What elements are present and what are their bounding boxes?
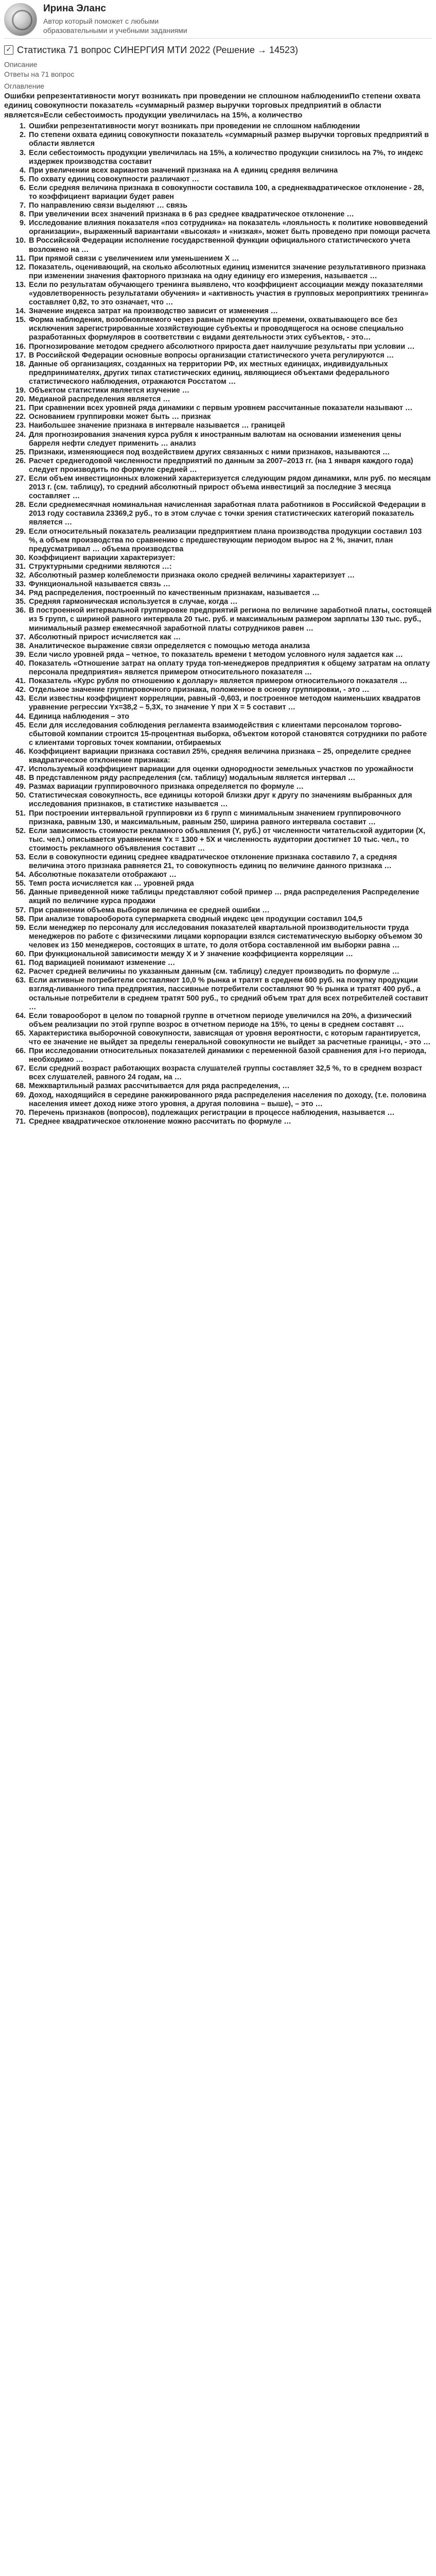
lead-paragraph: Ошибки репрезентативности могут возникать при проведении не сплошном наблюденииПо степени охвата единиц совокупности показатель «суммарный размер выручки торговых предприятий в области является»Если себестоимость продукции увеличилась на 15%, а количество bbox=[4, 92, 421, 120]
question-item: 65. Характеристика выборочной совокупности, зависящая от уровня вероятности, с которым гарантируется, что ее значение не выйдет за пределы генеральной совокупности не выйдет за расчетные границы, - это … bbox=[28, 1029, 432, 1047]
question-item: 44. Единица наблюдения – это bbox=[28, 713, 432, 721]
question-item: 23. Наибольшее значение признака в интервале называется … границей bbox=[28, 421, 432, 430]
author-name[interactable]: Ирина Эланс bbox=[43, 3, 106, 14]
title-row bbox=[4, 44, 432, 56]
question-item: 37. Абсолютный прирост исчисляется как … bbox=[28, 633, 432, 642]
author-description: Автор который поможет с любыми образовательными и учебными заданиями bbox=[43, 17, 187, 35]
question-item: 68. Межквартильный размах рассчитывается для ряда распределения, … bbox=[28, 1082, 432, 1091]
question-item: 12. Показатель, оценивающий, на сколько абсолютных единиц изменится значение результативного признака при изменении значения факторного признака на одну единицу его измерения, называется … bbox=[28, 263, 432, 281]
author-avatar[interactable] bbox=[4, 3, 37, 36]
question-item: 7. По направлению связи выделяют … связь bbox=[28, 201, 432, 210]
question-item: 71. Среднее квадратическое отклонение можно рассчитать по формуле … bbox=[28, 1117, 432, 1126]
question-item: 25. Признаки, изменяющиеся под воздействием других связанных с ними признаков, называются … bbox=[28, 448, 432, 457]
document-title: Статистика 71 вопрос СИНЕРГИЯ МТИ 2022 (Решение → 14523) bbox=[17, 44, 299, 55]
question-item: 2. По степени охвата единиц совокупности показатель «суммарный размер выручки торговых предприятий в области является bbox=[28, 131, 432, 148]
question-item: 8. При увеличении всех значений признака в 6 раз среднее квадратическое отклонение … bbox=[28, 210, 432, 219]
question-item: 17. В Российской Федерации основные вопросы организации статистического учета регулируются … bbox=[28, 351, 432, 360]
question-item: 39. Если число уровней ряда – четное, то показатель времени t методом условного нуля задается как … bbox=[28, 651, 432, 659]
description-label: Описание bbox=[4, 60, 38, 69]
question-item: 38. Аналитическое выражение связи определяется с помощью метода анализа bbox=[28, 642, 432, 651]
question-item: 46. Коэффициент вариации признака составил 25%, средняя величина признака – 25, определите среднее квадратическое отклонение признака: bbox=[28, 748, 432, 765]
question-list bbox=[4, 122, 432, 1126]
question-item: 70. Перечень признаков (вопросов), подлежащих регистрации в процессе наблюдения, называется … bbox=[28, 1109, 432, 1117]
question-item: 49. Размах вариации группировочного признака определяется по формуле … bbox=[28, 783, 432, 791]
question-item: 67. Если средний возраст работающих возраста слушателей группы составляет 32,5 %, то в среднем возраст всех слушателей, равного 24 годам, на … bbox=[28, 1064, 432, 1082]
question-item: 57. При сравнении объема выборки величина ее средней ошибки … bbox=[28, 906, 432, 915]
toc-label: Оглавление bbox=[4, 82, 45, 90]
question-item: 13. Если по результатам обучающего тренинга выявлено, что коэффициент ассоциации между показателями «удовлетворенность результатами обучения» и «активность участия в групповых мероприятиях тренинга» составляет 0,82, то это означает, что … bbox=[28, 281, 432, 307]
question-item: 5. По охвату единиц совокупности различают … bbox=[28, 175, 432, 184]
question-item: 53. Если в совокупности единиц среднее квадратическое отклонение признака составило 7, а средняя величина этого признака равняется 21, то совокупность единиц по величине данного признака … bbox=[28, 853, 432, 871]
checkbox-check-icon: ✓ bbox=[4, 45, 13, 55]
question-item: 64. Если товарооборот в целом по товарной группе в отчетном периоде увеличился на 20%, а физический объем реализации по этой группе возрос в отчетном периоде на 15%, то цены в среднем составят … bbox=[28, 1012, 432, 1029]
question-item: 10. В Российской Федерации исполнение государственной функции официального статистического учета возложено на … bbox=[28, 236, 432, 254]
question-item: 48. В представленном ряду распределения (см. таблицу) модальным является интервал … bbox=[28, 774, 432, 783]
question-item: 35. Средняя гармоническая используется в случае, когда … bbox=[28, 598, 432, 606]
question-item: 22. Основанием группировки может быть … признак bbox=[28, 413, 432, 421]
question-item: 20. Медианой распределения является … bbox=[28, 395, 432, 404]
question-item: 61. Под вариацией понимают изменение … bbox=[28, 959, 432, 968]
question-item: 32. Абсолютный размер колеблемости признака около средней величины характеризует … bbox=[28, 571, 432, 580]
question-item: 16. Прогнозирование методом среднего абсолютного прироста дает наилучшие результаты при условии … bbox=[28, 343, 432, 351]
question-item: 42. Отдельное значение группировочного признака, положенное в основу группировки, - это … bbox=[28, 686, 432, 694]
question-item: 52. Если зависимость стоимости рекламного объявления (Y, руб.) от численности читательской аудитории (Х, тыс. чел.) описывается уравнением Yx = 1300 + 5X и численность аудитории достигнет 10 тыс. чел., то стоимость рекламного объявления составит … bbox=[28, 827, 432, 853]
question-item: 51. При построении интервальной группировки из 6 групп с минимальным значением группировочного признака, равным 130, и максимальным, равным 250, ширина равного интервала составит … bbox=[28, 809, 432, 827]
question-item: 3. Если себестоимость продукции увеличилась на 15%, а количество продукции снизилось на 7%, то индекс издержек производства составит bbox=[28, 149, 432, 166]
page bbox=[0, 0, 436, 1126]
question-item: 14. Значение индекса затрат на производство зависит от изменения … bbox=[28, 307, 432, 316]
question-item: 55. Темп роста исчисляется как … уровней ряда bbox=[28, 879, 432, 888]
question-item: 56. Данные приведенной ниже таблицы представляют собой пример … ряда распределения Распределение акций по величине курса продажи bbox=[28, 888, 432, 906]
question-item: 18. Данные об организациях, созданных на территории РФ, их местных единицах, индивидуальных предпринимателях, других типах статистических единиц, являющиеся объектами федерального статистического наблюдения, отражаются Росстатом … bbox=[28, 360, 432, 386]
question-item: 27. Если объем инвестиционных вложений характеризуется следующим рядом динамики, млн руб. по месяцам 2013 г. (см. таблицу), то средний абсолютный прирост объема инвестиций за последние 3 месяца составляет … bbox=[28, 474, 432, 501]
author-info bbox=[43, 3, 198, 35]
question-item: 15. Форма наблюдения, возобновляемого через равные промежутки времени, охватывающего все без исключения зарегистрированные хозяйствующие субъекты и проводящегося на основе специально разработанных формуляров в соответствии с видами деятельности этих субъектов, - это… bbox=[28, 316, 432, 342]
question-item: 66. При исследовании относительных показателей динамики с переменной базой сравнения для i-го периода, необходимо … bbox=[28, 1047, 432, 1064]
question-item: 43. Если известны коэффициент корреляции, равный -0,603, и построенное методом наименьших квадратов уравнение регрессии Yх=38,2 – 5,3Х, то значение Y при Х = 5 составит … bbox=[28, 694, 432, 712]
question-item: 26. Расчет среднегодовой численности предприятий по данным за 2007–2013 гг. (на 1 января каждого года) следует производить по формуле средней … bbox=[28, 457, 432, 474]
question-item: 54. Абсолютные показатели отображают … bbox=[28, 871, 432, 879]
question-item: 36. В построенной интервальной группировке предприятий региона по величине заработной платы, состоящей из 5 групп, с шириной равного интервала 20 тыс. руб. и максимальным размером зарплаты 130 тыс. руб., минимальный размер ежемесячной заработной платы сотрудников равен … bbox=[28, 606, 432, 633]
question-item: 45. Если для исследования соблюдения регламента взаимодействия с клиентами персоналом торгово-сбытовой компании строится 15-процентная выборка, объектом которой становятся сотрудники по работе с клиентами торговых точек компании, отбираемых bbox=[28, 721, 432, 748]
question-item: 69. Доход, находящийся в середине ранжированного ряда распределения населения по доходу, (т.е. половина населения имеет доход ниже этого уровня, а другая половина – выше), – это … bbox=[28, 1091, 432, 1109]
question-item: 60. При функциональной зависимости между Х и У значение коэффициента корреляции … bbox=[28, 950, 432, 959]
question-item: 50. Статистическая совокупность, все единицы которой близки друг к другу по значениям выбранных для исследования признаков, в статистике называется … bbox=[28, 791, 432, 809]
question-item: 62. Расчет средней величины по указанным данным (см. таблицу) следует производить по формуле … bbox=[28, 968, 432, 976]
question-item: 4. При увеличении всех вариантов значений признака на А единиц средняя величина bbox=[28, 166, 432, 175]
question-item: 24. Для прогнозирования значения курса рубля к иностранным валютам на основании изменения цены барреля нефти следует применить … анализ bbox=[28, 431, 432, 448]
question-item: 47. Используемый коэффициент вариации для оценки однородности земельных участков по урожайности bbox=[28, 765, 432, 774]
question-item: 6. Если средняя величина признака в совокупности составила 100, а среднеквадратическое отклонение - 28, то коэффициент вариации будет равен bbox=[28, 184, 432, 201]
question-item: 34. Ряд распределения, построенный по качественным признакам, называется … bbox=[28, 589, 432, 598]
question-item: 30. Коэффициент вариации характеризует: bbox=[28, 554, 432, 563]
question-item: 1. Ошибки репрезентативности могут возникать при проведении не сплошном наблюдении bbox=[28, 122, 432, 131]
author-block bbox=[4, 3, 432, 39]
question-item: 59. Если менеджер по персоналу для исследования показателей квартальной производительности труда менеджеров по работе с физическими лицами корпорации взялся систематическую выборку объемом 30 человек из 150 менеджеров, состоящих в штате, то доля отбора составленной им выборки равна … bbox=[28, 924, 432, 950]
question-item: 58. При анализе товарооборота супермаркета сводный индекс цен продукции составил 104,5 bbox=[28, 915, 432, 924]
question-item: 28. Если среднемесячная номинальная начисленная заработная плата работников в Российской Федерации в 2013 году составила 23369,2 руб., то в этом случае с точки зрения статистических категорий показатель является … bbox=[28, 501, 432, 527]
question-item: 11. При прямой связи с увеличением или уменьшением Х … bbox=[28, 255, 432, 263]
question-item: 21. При сравнении всех уровней ряда динамики с первым уровнем рассчитанные показатели называют … bbox=[28, 404, 432, 413]
question-item: 31. Структурными средними являются …: bbox=[28, 563, 432, 571]
question-item: 29. Если относительный показатель реализации предприятием плана производства продукции составил 103 %, а объем производства по сравнению с предшествующим периодом вырос на 2 %, значит, план предусматривал … объема производства bbox=[28, 528, 432, 554]
question-item: 40. Показатель «Отношение затрат на оплату труда топ-менеджеров предприятия к общему затратам на оплату персонала предприятия» является примером относительного показателя … bbox=[28, 659, 432, 677]
question-item: 33. Функциональной называется связь … bbox=[28, 580, 432, 589]
question-item: 19. Объектом статистики является изучение … bbox=[28, 386, 432, 395]
question-item: 9. Исследование влияния показателя «поз сотрудника» на показатель «лояльность к политике нововведений организации», выраженный вариантами «высокая» и «низкая», может быть проведено при помощи расчета bbox=[28, 219, 432, 236]
question-item: 41. Показатель «Курс рубля по отношению к доллару» является примером относительного показателя … bbox=[28, 677, 432, 686]
question-item: 63. Если активные потребители составляют 10,0 % рынка и тратят в среднем 600 руб. на покупку продукции взгляд-ливанного типа предприятия, пассивные потребители составляют 90 % рынка и тратят 400 руб., а остальные потребители в среднем тратят 500 руб., то средний объем трат для всех потребителей составит … bbox=[28, 976, 432, 1011]
description-text: Ответы на 71 вопрос bbox=[4, 70, 75, 78]
